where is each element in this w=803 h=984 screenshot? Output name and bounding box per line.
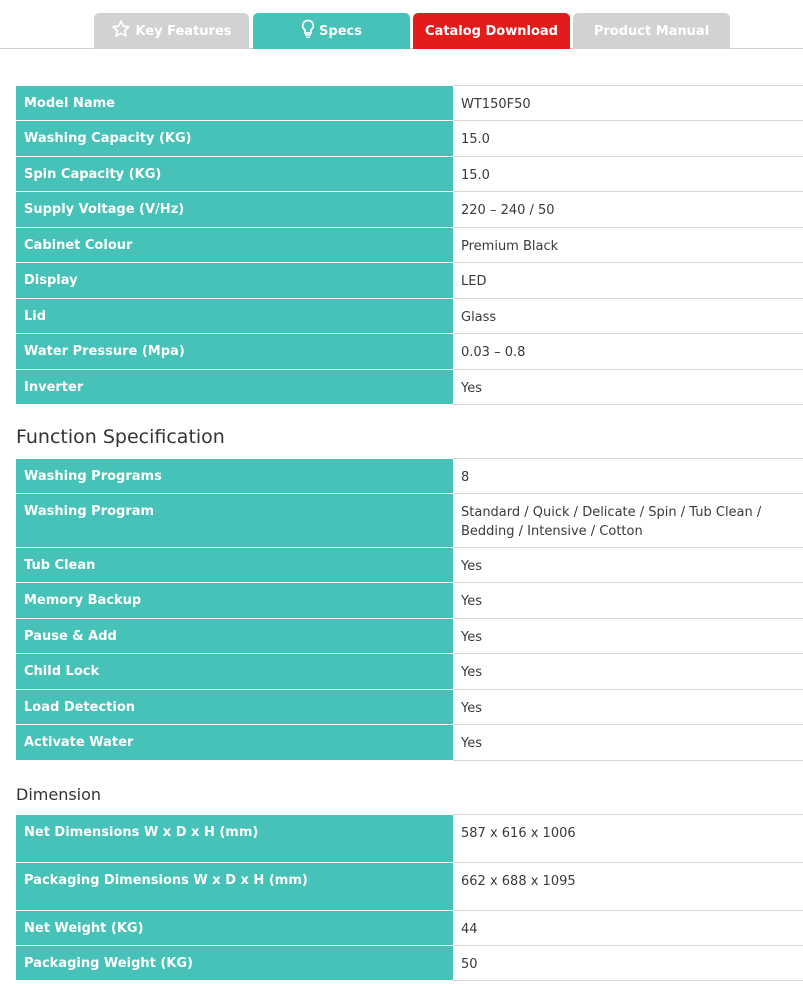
spec-row: [16, 263, 803, 299]
tab-catalog-download-label: Catalog Download: [425, 23, 558, 39]
spec-label: Pause & Add: [16, 619, 453, 654]
spec-label: Spin Capacity (KG): [16, 157, 453, 192]
spec-row: [16, 192, 803, 228]
spec-value: 220 – 240 / 50: [453, 192, 803, 228]
tab-catalog-download[interactable]: [413, 13, 570, 49]
tab-specs[interactable]: [253, 13, 410, 49]
function-specs-table: [16, 458, 803, 761]
spec-row: [16, 228, 803, 263]
spec-value: Yes: [453, 548, 803, 583]
spec-value: 0.03 – 0.8: [453, 334, 803, 370]
dimension-specs-table: [16, 814, 803, 981]
spec-value: 15.0: [453, 121, 803, 157]
spec-row: [16, 370, 803, 405]
tab-product-manual-label: Product Manual: [593, 23, 710, 39]
spec-label: Net Weight (KG): [16, 911, 453, 946]
tab-product-manual[interactable]: [573, 13, 730, 49]
spec-value: Standard / Quick / Delicate / Spin / Tub Clean / Bedding / Intensive / Cotton: [453, 494, 803, 548]
tab-specs-label: Specs: [319, 23, 362, 39]
spec-value: Yes: [453, 583, 803, 619]
spec-row: [16, 86, 803, 121]
spec-label: Model Name: [16, 86, 453, 121]
spec-value: Yes: [453, 725, 803, 761]
spec-label: Inverter: [16, 370, 453, 405]
spec-label: Display: [16, 263, 453, 299]
spec-label: Washing Program: [16, 494, 453, 548]
spec-label: Washing Capacity (KG): [16, 121, 453, 157]
spec-label: Water Pressure (Mpa): [16, 334, 453, 370]
lightbulb-icon: [301, 19, 319, 43]
spec-row: [16, 725, 803, 761]
tab-key-features[interactable]: [94, 13, 249, 49]
spec-row: [16, 494, 803, 548]
spec-label: Memory Backup: [16, 583, 453, 619]
spec-value: Yes: [453, 619, 803, 654]
spec-label: Supply Voltage (V/Hz): [16, 192, 453, 228]
spec-value: Glass: [453, 299, 803, 334]
spec-value: 587 x 616 x 1006: [453, 815, 803, 863]
spec-value: WT150F50: [453, 86, 803, 121]
spec-value: 662 x 688 x 1095: [453, 863, 803, 911]
general-specs-table: [16, 85, 803, 405]
spec-row: [16, 121, 803, 157]
spec-row: [16, 619, 803, 654]
spec-value: 15.0: [453, 157, 803, 192]
spec-label: Packaging Weight (KG): [16, 946, 453, 981]
spec-value: LED: [453, 263, 803, 299]
spec-label: Child Lock: [16, 654, 453, 690]
spec-row: [16, 946, 803, 981]
spec-value: 8: [453, 459, 803, 494]
spec-row: [16, 815, 803, 863]
spec-row: [16, 863, 803, 911]
spec-label: Net Dimensions W x D x H (mm): [16, 815, 453, 863]
spec-row: [16, 911, 803, 946]
spec-value: Yes: [453, 690, 803, 725]
spec-label: Activate Water: [16, 725, 453, 761]
spec-row: [16, 157, 803, 192]
spec-value: 44: [453, 911, 803, 946]
spec-row: [16, 548, 803, 583]
spec-row: [16, 459, 803, 494]
spec-value: Premium Black: [453, 228, 803, 263]
spec-label: Lid: [16, 299, 453, 334]
dimension-heading: Dimension: [16, 785, 102, 804]
function-specification-heading: Function Specification: [16, 426, 225, 448]
spec-label: Packaging Dimensions W x D x H (mm): [16, 863, 453, 911]
star-icon: [111, 19, 135, 43]
spec-label: Cabinet Colour: [16, 228, 453, 263]
spec-label: Tub Clean: [16, 548, 453, 583]
tab-key-features-label: Key Features: [135, 23, 232, 39]
spec-value: Yes: [453, 654, 803, 690]
spec-label: Load Detection: [16, 690, 453, 725]
spec-label: Washing Programs: [16, 459, 453, 494]
spec-row: [16, 334, 803, 370]
spec-value: 50: [453, 946, 803, 981]
spec-row: [16, 583, 803, 619]
spec-value: Yes: [453, 370, 803, 405]
spec-row: [16, 299, 803, 334]
spec-row: [16, 690, 803, 725]
spec-row: [16, 654, 803, 690]
tab-bar: [0, 0, 803, 49]
